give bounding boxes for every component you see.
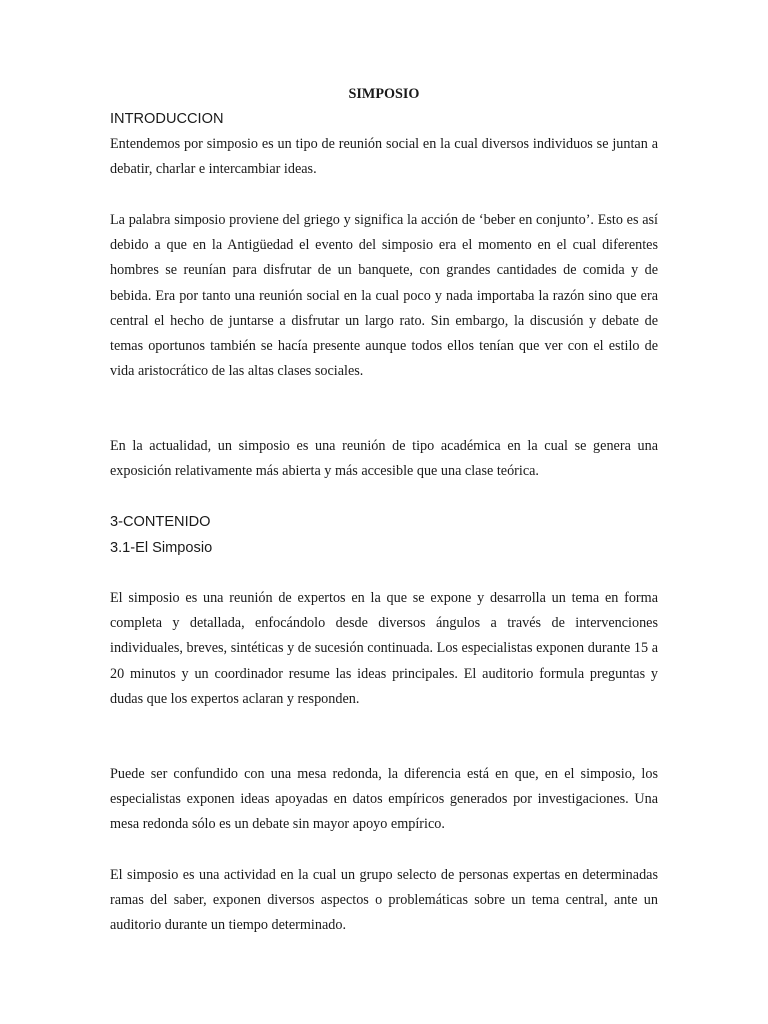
- today-paragraph: En la actualidad, un simposio es una reunión de tipo académica en la cual se genera una exposición relativamente más abierta y más accesible que una clase teórica.: [110, 438, 658, 480]
- intro-paragraph: Entendemos por simposio es un tipo de reunión social en la cual diversos individuos se juntan a debatir, charlar e intercambiar ideas.: [110, 136, 658, 178]
- origin-paragraph: La palabra simposio proviene del griego y significa la acción de ‘beber en conjunto’. Esto es así debido a que en la Antigüedad el evento del simposio era el momento en el cual diferentes hombres se reunían para disfrutar de un banquete, con grandes cantidades de comida y de bebida. Era por tanto una reunión social en la cual poco y nada importaba la razón sino que era central el hecho de juntarse a disfrutar un largo rato. Sin embargo, la discusión y debate de temas oportunos también se hacía presente aunque todos ellos tenían que ver con el estilo de vida aristocrático de las altas clases sociales.: [110, 212, 658, 380]
- intro-heading: INTRODUCCION: [110, 111, 224, 127]
- activity-paragraph: El simposio es una actividad en la cual un grupo selecto de personas expertas en determinadas ramas del saber, exponen diversos aspectos o problemáticas sobre un tema central, ante un auditorio durante un tiempo determinado.: [110, 867, 658, 934]
- difference-paragraph: Puede ser confundido con una mesa redonda, la diferencia está en que, en el simposio, los especialistas exponen ideas apoyadas en datos empíricos generados por investigaciones. Una mesa redonda sólo es un debate sin mayor apoyo empírico.: [110, 766, 658, 833]
- document-title: SIMPOSIO: [348, 86, 420, 102]
- subsection-heading: 3.1-El Simposio: [110, 540, 213, 556]
- contents-heading: 3-CONTENIDO: [110, 514, 211, 530]
- definition-paragraph: El simposio es una reunión de expertos en la que se expone y desarrolla un tema en forma completa y detallada, enfocándolo desde diversos ángulos a través de intervenciones individuales, breves, sintéticas y de sucesión continuada. Los especialistas exponen durante 15 a 20 minutos y un coordinador resume las ideas principales. El auditorio formula preguntas y dudas que los expertos aclaran y responden.: [110, 590, 658, 707]
